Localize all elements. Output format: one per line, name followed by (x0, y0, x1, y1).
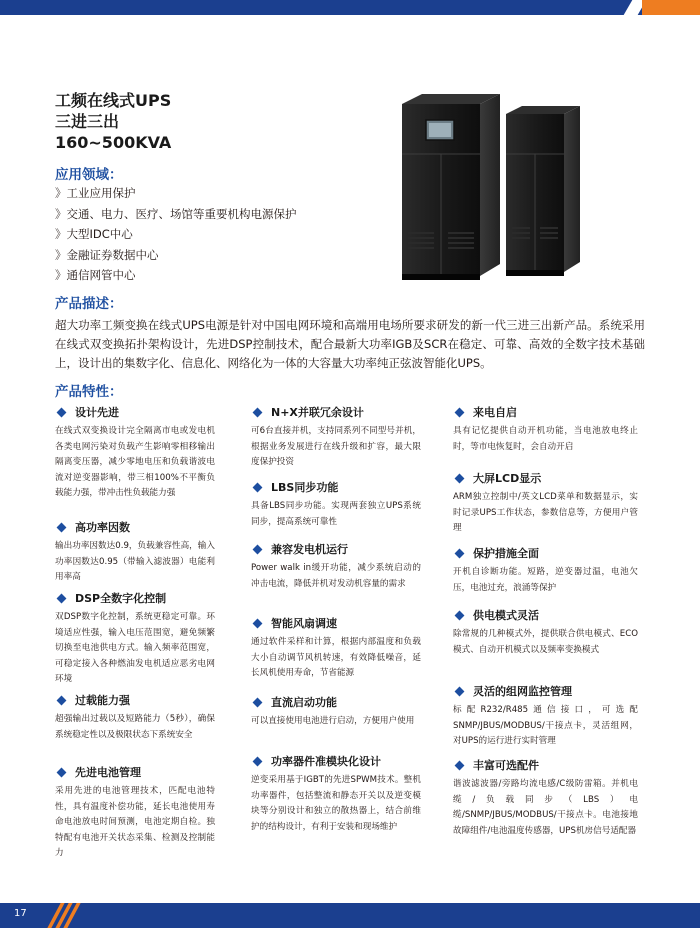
feature-title: DSP全数字化控制 (75, 592, 167, 605)
feature-body: 可以直接使用电池进行启动，方便用户使用 (251, 716, 415, 726)
feature-body: 采用先进的电池管理技术，匹配电池特性，具有温度补偿功能，延长电池使用寿命电池放电时间预测，电池定期自检。独特配有电池开关状态采集、检测及控制能力 (55, 786, 215, 858)
title-line-3: 160~500KVA (55, 133, 172, 152)
description-text: 超大功率工频变换在线式UPS电源是针对中国电网环境和高端用电场所要求研发的新一代三进三出新产品。系统采用在线式双变换拓扑架构设计，先进DSP控制技术，配合最新大功率IGB及SCR在稳定、可靠、高效的全数字技术基础上，设计出的集数字化、信息化、网络化为一体的大容量大功率纯正弦波智能化UPS。 (55, 318, 645, 370)
feature-item (251, 541, 421, 592)
feature-body: 逆变采用基于IGBT的先进SPWM技术。整机功率器件，包括整流和静态开关以及逆变模块等分别设计和独立的散热器上，结合前维护的结构设计，有利于安装和现场维护 (251, 775, 421, 832)
page-number: 17 (14, 908, 27, 919)
feature-item (251, 753, 421, 835)
diamond-bullet-icon (57, 695, 67, 705)
top-stripe-blue (0, 0, 700, 15)
features-heading: 产品特性： (55, 384, 123, 400)
feature-body: 具有记忆提供自动开机功能，当电池放电终止时，等市电恢复时，会自动开启 (453, 426, 638, 452)
application-item: 》交通、电力、医疗、场馆等重要机构电源保护 (55, 206, 297, 221)
feature-body: 谐波滤波器/旁路均流电感/C级防雷箱。并机电缆/负载同步（LBS）电缆/SNMP/JBUS/MODBUS/干接点卡。电池接地故障组件/电池温度传感器，UPS机房信号适配器 (453, 779, 638, 836)
feature-title: 供电模式灵活 (473, 609, 539, 622)
feature-item (55, 692, 215, 743)
feature-body: 除常规的几种模式外，提供联合供电模式、ECO模式、自动开机模式以及频率变换模式 (453, 629, 638, 655)
applications-list (55, 183, 297, 286)
title-line-2: 三进三出 (55, 112, 120, 131)
diamond-bullet-icon (253, 618, 263, 628)
application-item: 》金融证券数据中心 (55, 247, 159, 262)
diamond-bullet-icon (253, 482, 263, 492)
description-heading: 产品描述： (55, 296, 123, 312)
diamond-bullet-icon (253, 756, 263, 766)
feature-title: 智能风扇调速 (271, 617, 337, 630)
title-line-1: 工频在线式UPS (55, 91, 172, 110)
feature-body: 标配R232/R485通信接口，可选配SNMP/JBUS/MODBUS/干接点卡，灵活组网，对UPS的运行进行实时管理 (453, 705, 638, 746)
feature-item (251, 404, 421, 471)
top-stripe-orange (642, 0, 700, 15)
feature-item (251, 479, 421, 530)
feature-item (55, 519, 215, 586)
feature-body: Power walk in缓开功能，减少系统启动的冲击电流，降低并机对发动机容量的需求 (251, 563, 421, 589)
feature-title: N+X并联冗余设计 (271, 406, 364, 419)
feature-item (453, 607, 638, 658)
feature-item (55, 404, 215, 502)
feature-title: 灵活的组网监控管理 (473, 685, 572, 698)
feature-body: 输出功率因数达0.9，负载兼容性高，输入功率因数达0.95（带输入滤波器）电能利用率高 (55, 541, 215, 582)
feature-title: 设计先进 (75, 406, 119, 419)
feature-item (453, 545, 638, 596)
feature-title: LBS同步功能 (271, 481, 339, 494)
feature-item (251, 694, 421, 730)
application-item: 》工业应用保护 (55, 186, 136, 200)
feature-title: 丰富可选配件 (473, 759, 539, 772)
diamond-bullet-icon (253, 544, 263, 554)
feature-body: 通过软件采样和计算，根据内部温度和负载大小自动调节风机转速，有效降低噪音，延长风机使用寿命，节省能源 (251, 637, 421, 678)
applications-heading: 应用领域： (55, 167, 123, 183)
feature-body: 开机自诊断功能。短路，逆变器过温，电池欠压，电池过充，浪涌等保护 (453, 567, 638, 593)
feature-item (453, 757, 638, 839)
feature-item (55, 764, 215, 862)
diamond-bullet-icon (57, 767, 67, 777)
diamond-bullet-icon (455, 686, 465, 696)
feature-title: 过载能力强 (75, 694, 130, 707)
feature-body: 双DSP数字化控制，系统更稳定可靠。环境适应性强，输入电压范围宽，避免频繁切换至电池供电方式。输入频率范围宽，可稳定接入各种燃油发电机适应恶劣电网环境 (55, 612, 215, 684)
feature-item (453, 683, 638, 750)
page-footer (0, 903, 700, 928)
feature-body: 可6台直接并机，支持同系列不同型号并机，根据业务发展进行在线升级和扩容，最大限度保护投资 (251, 426, 421, 467)
diamond-bullet-icon (253, 407, 263, 417)
feature-body: 具备LBS同步功能。实现两套独立UPS系统同步，提高系统可靠性 (251, 501, 421, 527)
product-title (55, 90, 171, 153)
diamond-bullet-icon (57, 522, 67, 532)
feature-title: 大屏LCD显示 (473, 472, 542, 485)
diamond-bullet-icon (455, 610, 465, 620)
diamond-bullet-icon (455, 760, 465, 770)
diamond-bullet-icon (57, 593, 67, 603)
feature-item (453, 404, 638, 455)
feature-title: 兼容发电机运行 (271, 543, 348, 556)
footer-stripes (46, 903, 116, 928)
feature-title: 来电自启 (473, 406, 517, 419)
ups-cabinet-image (394, 92, 588, 282)
feature-body: ARM独立控制中/英文LCD菜单和数据显示，实时记录UPS工作状态，参数信息等，方便用户管理 (453, 492, 638, 533)
feature-item (251, 615, 421, 682)
feature-item (453, 470, 638, 537)
feature-title: 直流启动功能 (271, 696, 337, 709)
feature-item (55, 590, 215, 688)
feature-title: 功率器件准模块化设计 (271, 755, 381, 768)
feature-title: 先进电池管理 (75, 766, 141, 779)
feature-title: 保护措施全面 (473, 547, 539, 560)
diamond-bullet-icon (455, 407, 465, 417)
diamond-bullet-icon (253, 697, 263, 707)
diamond-bullet-icon (57, 407, 67, 417)
top-stripe (0, 0, 700, 15)
diamond-bullet-icon (455, 548, 465, 558)
application-item: 》大型IDC中心 (55, 227, 133, 241)
application-item: 》通信网管中心 (55, 268, 136, 282)
feature-title: 高功率因数 (75, 521, 130, 534)
feature-body: 在线式双变换设计完全隔离市电或发电机各类电网污染对负载产生影响零相移输出隔离变压器，减少零地电压和负载谐波电流对逆变器影响，带三相100%不平衡负载能力强，带冲击性负载能力强 (55, 426, 215, 498)
diamond-bullet-icon (455, 473, 465, 483)
feature-body: 超强输出过载以及短路能力（5秒），确保系统稳定性以及极限状态下系统安全 (55, 714, 215, 740)
